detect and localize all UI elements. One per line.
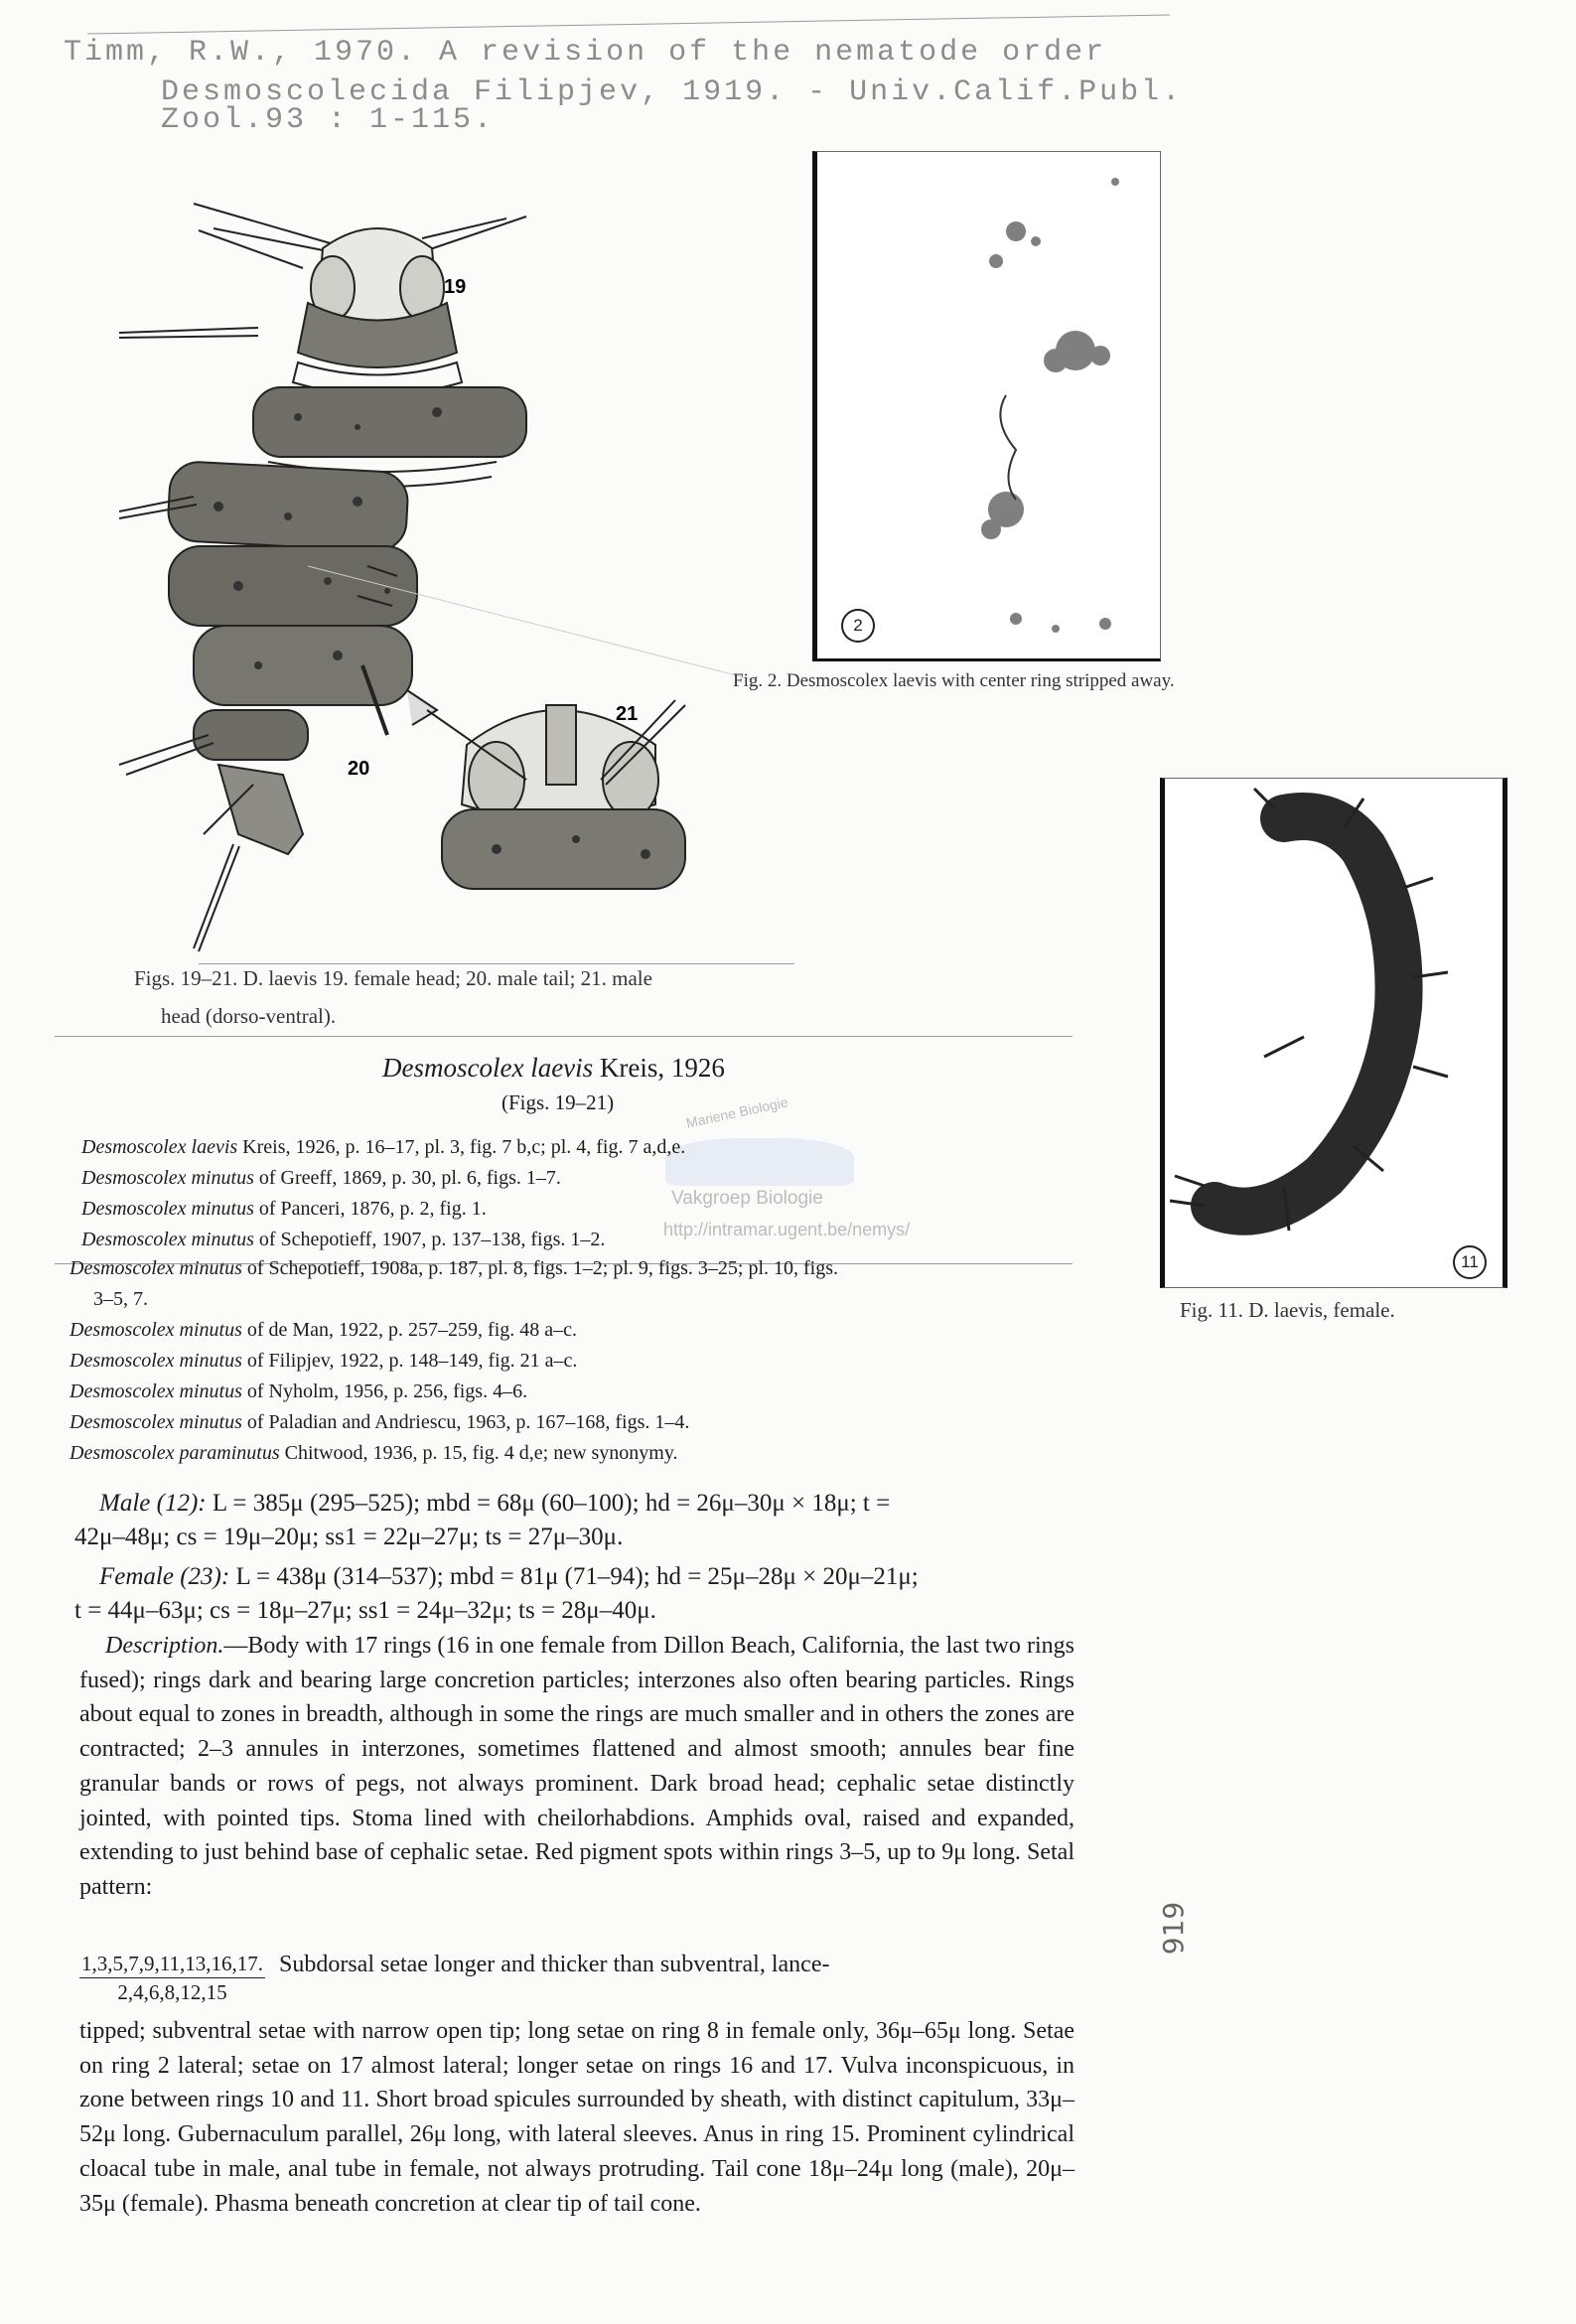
description-para-2: tipped; subventral setae with narrow open tip; long setae on ring 8 in female only, 36μ–65μ long. Setae on ring 2 lateral; setae on 17 almost lateral; longer setae on rings 16 and 17. Vulva inconspicuous, in zone between rings 10 and 11. Short broad spicules surrounded by sheath, with distinct capitulum, 33μ–52μ long. Gubernaculum parallel, 26μ long, with lateral sleeves. Anus in ring 15. Prominent cylindrical cloacal tube in male, anal tube in female, not always protruding. Tail cone 18μ–24μ long (male), 20μ–35μ (female). Phasma beneath concretion at clear tip of tail cone. — [79, 2018, 1075, 2217]
description-para-1: Description.—Body with 17 rings (16 in one female from Dillon Beach, California, the last two rings fused); rings dark and bearing large concretion particles; interzones also often bearing particles. Rings about equal to zones in breadth, although in some the rings are much smaller and in others the zones are contracted; 2–3 annules in interzones, sometimes flattened and almost smooth; annules bear fine granular bands or rows of pegs, not always prominent. Dark broad head; cephalic setae distinctly jointed, with pointed tips. Stoma lined with cheilorhabdions. Amphids oval, raised and expanded, extending to just behind base of cephalic setae. Red pigment spots within rings 3–5, up to 9μ long. Setal pattern: — [79, 1633, 1075, 1900]
margin-note: 919 — [1157, 1901, 1191, 1956]
drawings-caption: Figs. 19–21. D. laevis 19. female head; 20. male tail; 21. male — [134, 966, 652, 990]
synonym-entry: Desmoscolex minutus of Panceri, 1876, p. 2, fig. 1. — [81, 1198, 487, 1220]
watermark-line-1: Mariene Biologie — [684, 1093, 789, 1131]
synonym-entry: Desmoscolex minutus of Nyholm, 1956, p. 256, figs. 4–6. — [70, 1380, 528, 1402]
watermark-logo — [665, 1138, 854, 1186]
watermark-line-2: Vakgroep Biologie — [671, 1188, 823, 1209]
setal-ventral: 2,4,6,8,12,15 — [117, 1980, 227, 2004]
setal-after: Subdorsal setae longer and thicker than subventral, lance- — [278, 1952, 830, 1977]
photo-2-caption: Fig. 2. Desmoscolex laevis with center ring stripped away. — [733, 670, 1175, 691]
synonym-entry: Desmoscolex minutus of Schepotieff, 1907, p. 137–138, figs. 1–2. — [81, 1229, 606, 1250]
female-measurements: Female (23): L = 438μ (314–537); mbd = 81μ (71–94); hd = 25μ–28μ × 20μ–21μ; — [99, 1563, 919, 1590]
photo-11-number: 11 — [1453, 1245, 1487, 1279]
species-figs-ref: (Figs. 19–21) — [501, 1090, 615, 1114]
photo-11-caption: Fig. 11. D. laevis, female. — [1180, 1298, 1395, 1322]
synonym-entry: Desmoscolex laevis Kreis, 1926, p. 16–17, pl. 3, fig. 7 b,c; pl. 4, fig. 7 a,d,e. — [81, 1136, 686, 1158]
watermark-url: http://intramar.ugent.be/nemys/ — [663, 1220, 911, 1239]
male-measurements: Male (12): L = 385μ (295–525); mbd = 68μ (60–100); hd = 26μ–30μ × 18μ; t = — [99, 1490, 891, 1517]
fig-21-label: 21 — [616, 703, 639, 725]
synonym-list-bottom — [70, 1253, 838, 1469]
drawings-figs-19-21 — [60, 139, 755, 973]
male-measurements-cont: 42μ–48μ; cs = 19μ–20μ; ss1 = 22μ–27μ; ts = 27μ–30μ. — [74, 1524, 624, 1550]
synonym-entry: Desmoscolex minutus of Schepotieff, 1908a, p. 187, pl. 8, figs. 1–2; pl. 9, figs. 3–25; pl. 10, figs. — [70, 1257, 839, 1279]
species-title: Desmoscolex laevis Kreis, 1926 — [382, 1053, 725, 1083]
synonym-list-top — [81, 1132, 685, 1255]
setal-pattern — [79, 1950, 829, 2006]
female-measurements-cont: t = 44μ–63μ; cs = 18μ–27μ; ss1 = 24μ–32μ; ts = 28μ–40μ. — [74, 1597, 656, 1624]
citation-line-1: Timm, R.W., 1970. A revision of the nematode order — [64, 36, 1107, 70]
synonym-entry: Desmoscolex paraminutus Chitwood, 1936, p. 15, fig. 4 d,e; new synonymy. — [70, 1442, 678, 1464]
synonym-entry: Desmoscolex minutus of de Man, 1922, p. 257–259, fig. 48 a–c. — [70, 1319, 578, 1341]
citation-line-2: Desmoscolecida Filipjev, 1919. - Univ.Calif.Publ. — [161, 75, 1184, 109]
setal-dorsal: 1,3,5,7,9,11,13,16,17. — [79, 1950, 265, 1978]
fig-19-label: 19 — [444, 276, 467, 298]
synonym-entry: Desmoscolex minutus of Paladian and Andriescu, 1963, p. 167–168, figs. 1–4. — [70, 1411, 690, 1433]
photo-fig-11 — [1160, 778, 1507, 1288]
synonym-entry: Desmoscolex minutus of Greeff, 1869, p. 30, pl. 6, figs. 1–7. — [81, 1167, 561, 1189]
citation-line-3: Zool.93 : 1-115. — [161, 103, 496, 137]
photo-fig-2 — [812, 151, 1161, 661]
synonym-entry: Desmoscolex minutus of Filipjev, 1922, p. 148–149, fig. 21 a–c. — [70, 1350, 578, 1372]
synonym-entry-cont: 3–5, 7. — [93, 1288, 148, 1310]
photo-2-number: 2 — [841, 609, 875, 643]
fig-20-label: 20 — [348, 758, 370, 780]
drawings-caption-cont: head (dorso-ventral). — [161, 1004, 337, 1028]
